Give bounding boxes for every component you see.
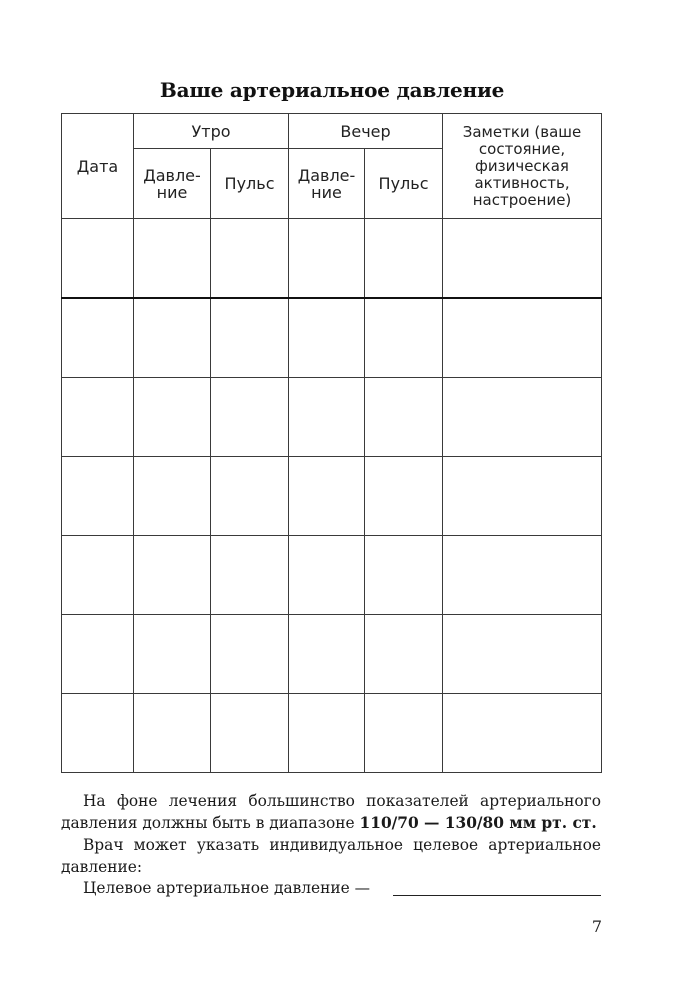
- table-row: [62, 457, 602, 536]
- evening-pressure-cell[interactable]: [289, 219, 365, 299]
- table-row: [62, 378, 602, 457]
- header-evening: Вечер: [289, 114, 443, 149]
- paragraph-range-line-1: На фоне лечения большинство показателей артериального: [83, 792, 601, 810]
- date-cell[interactable]: [62, 378, 134, 457]
- morning-pressure-cell[interactable]: [134, 615, 211, 694]
- morning-pulse-cell[interactable]: [211, 378, 289, 457]
- notes-cell[interactable]: [443, 615, 602, 694]
- evening-pressure-cell[interactable]: [289, 536, 365, 615]
- evening-pulse-cell[interactable]: [365, 219, 443, 299]
- header-morning: Утро: [134, 114, 289, 149]
- morning-pulse-cell[interactable]: [211, 615, 289, 694]
- date-cell[interactable]: [62, 615, 134, 694]
- table-row: [62, 219, 602, 299]
- notes-cell[interactable]: [443, 378, 602, 457]
- range-text: давления должны быть в диапазоне: [61, 814, 360, 832]
- page-title: Ваше артериальное давление: [159, 78, 505, 102]
- blood-pressure-log-table: [61, 113, 602, 773]
- page-number: 7: [591, 917, 602, 936]
- table-row: [62, 615, 602, 694]
- notes-cell[interactable]: [443, 219, 602, 299]
- notes-cell[interactable]: [443, 298, 602, 378]
- morning-pulse-cell[interactable]: [211, 457, 289, 536]
- morning-pressure-cell[interactable]: [134, 536, 211, 615]
- header-notes: Заметки (ваше состояние, физическая активность, настроение): [443, 114, 602, 219]
- morning-pressure-cell[interactable]: [134, 457, 211, 536]
- table-row: [62, 298, 602, 378]
- table-row: [62, 694, 602, 773]
- evening-pressure-cell[interactable]: [289, 694, 365, 773]
- morning-pulse-cell[interactable]: [211, 219, 289, 299]
- date-cell[interactable]: [62, 298, 134, 378]
- evening-pressure-cell[interactable]: [289, 457, 365, 536]
- evening-pulse-cell[interactable]: [365, 378, 443, 457]
- morning-pulse-cell[interactable]: [211, 298, 289, 378]
- paragraph-doctor-line-2: давление:: [61, 858, 143, 876]
- evening-pressure-cell[interactable]: [289, 615, 365, 694]
- header-morning-pulse: Пульс: [211, 149, 289, 219]
- evening-pulse-cell[interactable]: [365, 694, 443, 773]
- header-morning-pressure: Давле-ние: [134, 149, 211, 219]
- notes-cell[interactable]: [443, 694, 602, 773]
- evening-pressure-cell[interactable]: [289, 298, 365, 378]
- evening-pulse-cell[interactable]: [365, 615, 443, 694]
- date-cell[interactable]: [62, 694, 134, 773]
- header-evening-pressure: Давле-ние: [289, 149, 365, 219]
- table-body: [62, 219, 602, 773]
- morning-pressure-cell[interactable]: [134, 298, 211, 378]
- header-date: Дата: [62, 114, 134, 219]
- morning-pressure-cell[interactable]: [134, 694, 211, 773]
- date-cell[interactable]: [62, 457, 134, 536]
- table-row: [62, 536, 602, 615]
- evening-pulse-cell[interactable]: [365, 298, 443, 378]
- notes-cell[interactable]: [443, 536, 602, 615]
- evening-pressure-cell[interactable]: [289, 378, 365, 457]
- paragraph-range-line-2: [61, 812, 601, 834]
- notes-cell[interactable]: [443, 457, 602, 536]
- header-evening-pulse: Пульс: [365, 149, 443, 219]
- target-pressure-fill-line[interactable]: [393, 895, 601, 896]
- paragraph-doctor-line-1: Врач может указать индивидуальное целевое артериальное: [83, 836, 601, 854]
- date-cell[interactable]: [62, 219, 134, 299]
- morning-pressure-cell[interactable]: [134, 219, 211, 299]
- evening-pulse-cell[interactable]: [365, 536, 443, 615]
- evening-pulse-cell[interactable]: [365, 457, 443, 536]
- date-cell[interactable]: [62, 536, 134, 615]
- morning-pressure-cell[interactable]: [134, 378, 211, 457]
- morning-pulse-cell[interactable]: [211, 694, 289, 773]
- target-pressure-label: Целевое артериальное давление —: [83, 879, 371, 897]
- morning-pulse-cell[interactable]: [211, 536, 289, 615]
- pressure-range-value: 110/70 — 130/80 мм рт. ст.: [359, 814, 597, 832]
